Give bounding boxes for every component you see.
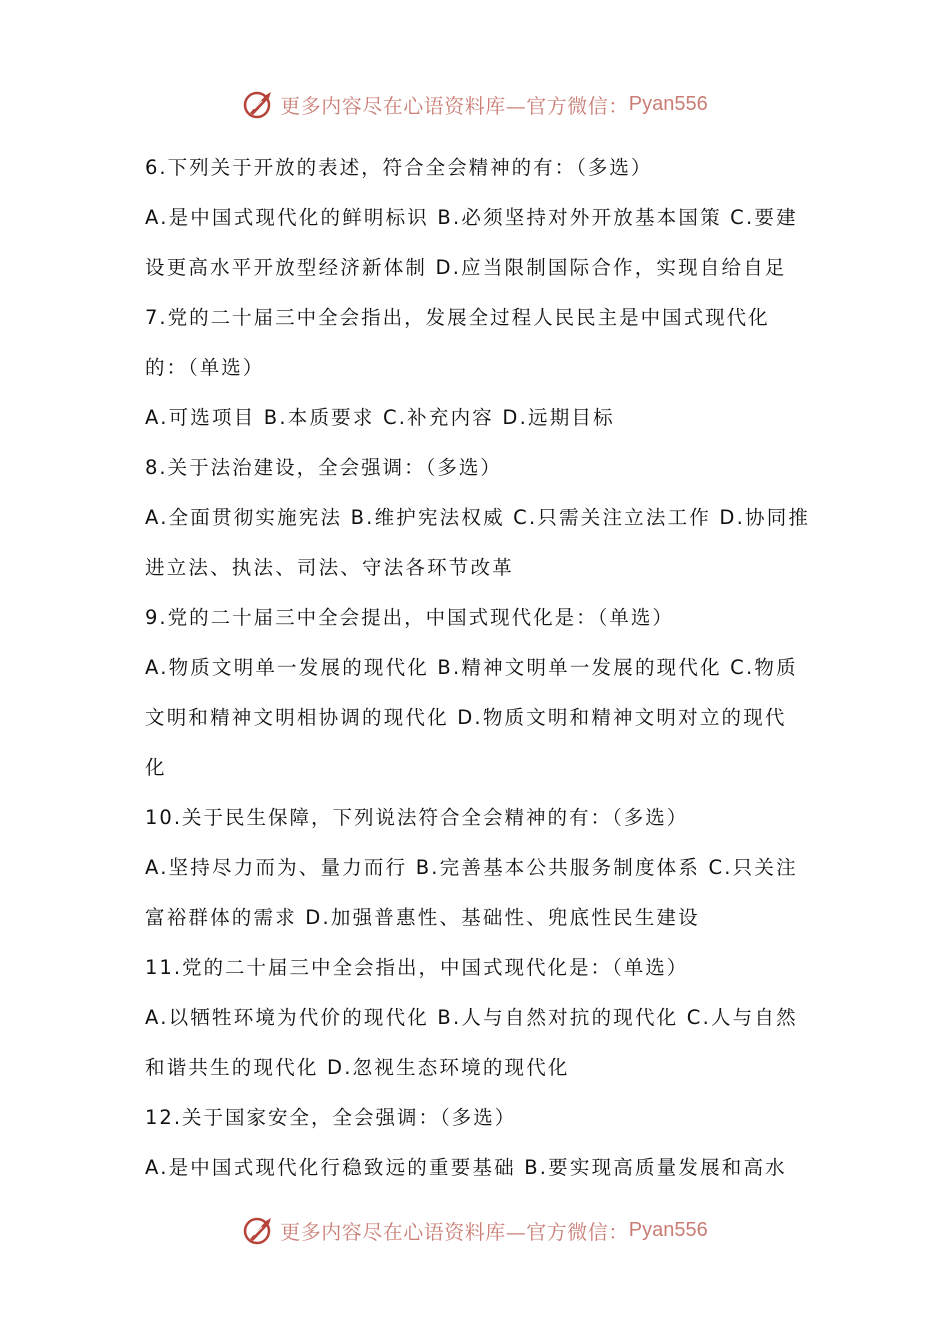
watermark-wechat-id: Pyan556 <box>628 1218 708 1241</box>
question-7-title-line-1: 7.党的二十届三中全会指出，发展全过程人民民主是中国式现代化 <box>145 306 770 329</box>
question-10-options-line-2: 富裕群体的需求 D.加强普惠性、基础性、兜底性民生建设 <box>145 906 700 929</box>
watermark-text: 更多内容尽在心语资料库—官方微信： <box>280 93 629 118</box>
question-6-title: 6.下列关于开放的表述，符合全会精神的有：（多选） <box>145 156 653 179</box>
pen-nib-circle-logo-icon <box>242 1213 276 1247</box>
question-6-options-line-2: 设更高水平开放型经济新体制 D.应当限制国际合作，实现自给自足 <box>145 256 787 279</box>
question-content <box>145 143 815 1193</box>
question-8-title: 8.关于法治建设，全会强调：（多选） <box>145 456 502 479</box>
question-11-title: 11.党的二十届三中全会指出，中国式现代化是：（单选） <box>145 956 689 979</box>
pen-nib-circle-logo-icon <box>242 87 276 121</box>
question-10-title: 10.关于民生保障，下列说法符合全会精神的有：（多选） <box>145 806 689 829</box>
question-8-options-line-1: A.全面贯彻实施宪法 B.维护宪法权威 C.只需关注立法工作 D.协同推 <box>145 506 811 529</box>
question-6-options-line-1: A.是中国式现代化的鲜明标识 B.必须坚持对外开放基本国策 C.要建 <box>145 206 798 229</box>
watermark-wechat-id: Pyan556 <box>628 92 708 115</box>
header-watermark <box>0 84 950 124</box>
footer-watermark <box>0 1210 950 1250</box>
question-8-options-line-2: 进立法、执法、司法、守法各环节改革 <box>145 556 514 579</box>
question-12-options-line-1: A.是中国式现代化行稳致远的重要基础 B.要实现高质量发展和高水 <box>145 1156 787 1179</box>
question-9-options-line-1: A.物质文明单一发展的现代化 B.精神文明单一发展的现代化 C.物质 <box>145 656 798 679</box>
question-9-options-line-2: 文明和精神文明相协调的现代化 D.物质文明和精神文明对立的现代 <box>145 706 787 729</box>
question-11-options-line-1: A.以牺牲环境为代价的现代化 B.人与自然对抗的现代化 C.人与自然 <box>145 1006 798 1029</box>
question-10-options-line-1: A.坚持尽力而为、量力而行 B.完善基本公共服务制度体系 C.只关注 <box>145 856 798 879</box>
watermark-text: 更多内容尽在心语资料库—官方微信： <box>280 1219 629 1244</box>
question-11-options-line-2: 和谐共生的现代化 D.忽视生态环境的现代化 <box>145 1056 570 1079</box>
question-9-title: 9.党的二十届三中全会提出，中国式现代化是：（单选） <box>145 606 674 629</box>
question-7-title-line-2: 的：（单选） <box>145 356 265 379</box>
question-12-title: 12.关于国家安全，全会强调：（多选） <box>145 1106 517 1129</box>
question-9-options-line-3: 化 <box>145 756 167 779</box>
question-7-options: A.可选项目 B.本质要求 C.补充内容 D.远期目标 <box>145 406 615 429</box>
